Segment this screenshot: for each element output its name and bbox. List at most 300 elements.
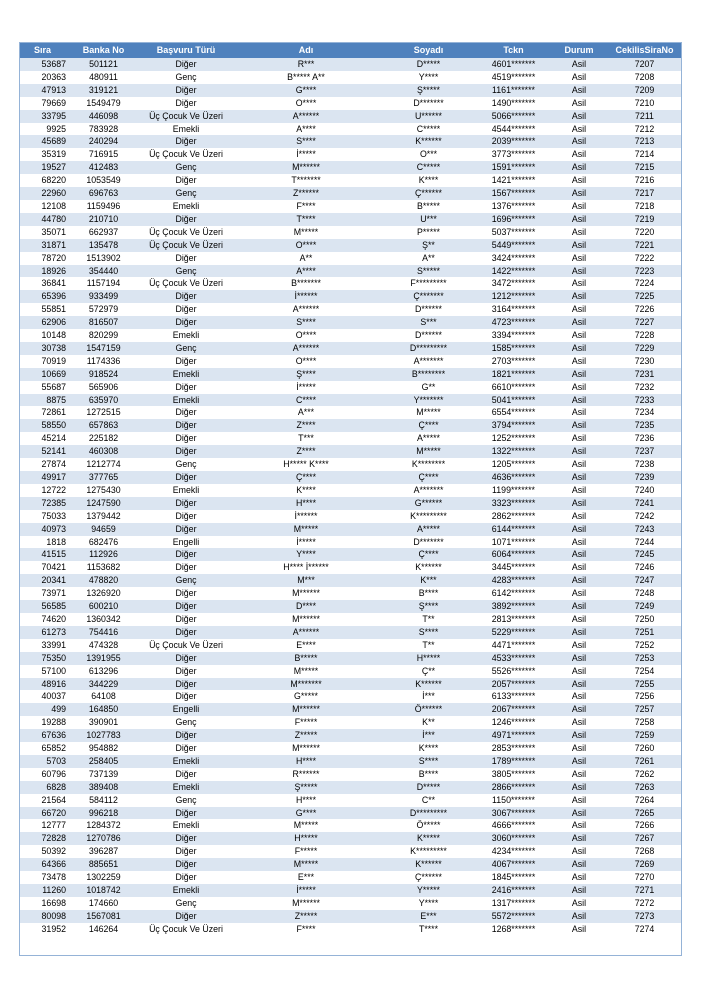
cell-cekilis-sira-no: 7217 xyxy=(607,187,682,200)
cell-tckn: 3805******* xyxy=(476,768,551,781)
cell-basvuru-turu: Diğer xyxy=(141,613,231,626)
cell-basvuru-turu: Diğer xyxy=(141,252,231,265)
cell-soyadi: Ç******* xyxy=(381,290,476,303)
cell-adi: Z****** xyxy=(231,187,381,200)
cell-banka-no: 225182 xyxy=(66,432,141,445)
cell-basvuru-turu: Diğer xyxy=(141,355,231,368)
cell-basvuru-turu: Emekli xyxy=(141,394,231,407)
cell-sira: 10148 xyxy=(19,329,66,342)
cell-tckn: 6554******* xyxy=(476,406,551,419)
cell-soyadi: İ*** xyxy=(381,729,476,742)
cell-banka-no: 696763 xyxy=(66,187,141,200)
cell-tckn: 1421******* xyxy=(476,174,551,187)
table-row xyxy=(19,703,682,716)
cell-adi: Ş**** xyxy=(231,368,381,381)
cell-banka-no: 1275430 xyxy=(66,484,141,497)
cell-soyadi: Ş***** xyxy=(381,84,476,97)
cell-tckn: 1821******* xyxy=(476,368,551,381)
cell-cekilis-sira-no: 7253 xyxy=(607,652,682,665)
cell-banka-no: 412483 xyxy=(66,161,141,174)
cell-banka-no: 164850 xyxy=(66,703,141,716)
cell-cekilis-sira-no: 7223 xyxy=(607,265,682,278)
cell-cekilis-sira-no: 7268 xyxy=(607,845,682,858)
cell-soyadi: K****** xyxy=(381,858,476,871)
table-row xyxy=(19,884,682,897)
cell-soyadi: M***** xyxy=(381,406,476,419)
cell-adi: B***** xyxy=(231,652,381,665)
cell-sira: 12108 xyxy=(19,200,66,213)
table-row xyxy=(19,290,682,303)
table-row xyxy=(19,845,682,858)
cell-sira: 44780 xyxy=(19,213,66,226)
cell-soyadi: S**** xyxy=(381,755,476,768)
table-row xyxy=(19,587,682,600)
cell-sira: 56585 xyxy=(19,600,66,613)
cell-cekilis-sira-no: 7238 xyxy=(607,458,682,471)
table-row xyxy=(19,781,682,794)
cell-cekilis-sira-no: 7267 xyxy=(607,832,682,845)
cell-banka-no: 389408 xyxy=(66,781,141,794)
table-row xyxy=(19,135,682,148)
cell-adi: A**** xyxy=(231,265,381,278)
cell-adi: O**** xyxy=(231,355,381,368)
cell-soyadi: D******* xyxy=(381,536,476,549)
cell-adi: H***** K**** xyxy=(231,458,381,471)
cell-cekilis-sira-no: 7216 xyxy=(607,174,682,187)
cell-durum: Asil xyxy=(551,97,607,110)
cell-sira: 48916 xyxy=(19,678,66,691)
cell-basvuru-turu: Genç xyxy=(141,187,231,200)
cell-cekilis-sira-no: 7260 xyxy=(607,742,682,755)
cell-sira: 74620 xyxy=(19,613,66,626)
cell-banka-no: 1360342 xyxy=(66,613,141,626)
cell-durum: Asil xyxy=(551,716,607,729)
cell-cekilis-sira-no: 7222 xyxy=(607,252,682,265)
cell-tckn: 1212******* xyxy=(476,290,551,303)
table-row xyxy=(19,316,682,329)
cell-adi: T******* xyxy=(231,174,381,187)
cell-durum: Asil xyxy=(551,355,607,368)
cell-tckn: 4544******* xyxy=(476,123,551,136)
cell-cekilis-sira-no: 7255 xyxy=(607,678,682,691)
cell-durum: Asil xyxy=(551,394,607,407)
cell-tckn: 1205******* xyxy=(476,458,551,471)
table-row xyxy=(19,768,682,781)
cell-tckn: 3164******* xyxy=(476,303,551,316)
cell-cekilis-sira-no: 7210 xyxy=(607,97,682,110)
cell-soyadi: Ç**** xyxy=(381,419,476,432)
cell-soyadi: S*** xyxy=(381,316,476,329)
cell-banka-no: 1391955 xyxy=(66,652,141,665)
column-header-adi: Adı xyxy=(231,42,381,58)
cell-adi: H***** xyxy=(231,832,381,845)
cell-tckn: 1268******* xyxy=(476,923,551,936)
table-row xyxy=(19,652,682,665)
table-row xyxy=(19,755,682,768)
cell-cekilis-sira-no: 7240 xyxy=(607,484,682,497)
cell-basvuru-turu: Diğer xyxy=(141,858,231,871)
cell-tckn: 4519******* xyxy=(476,71,551,84)
cell-basvuru-turu: Diğer xyxy=(141,510,231,523)
cell-basvuru-turu: Diğer xyxy=(141,432,231,445)
cell-durum: Asil xyxy=(551,510,607,523)
cell-adi: Z**** xyxy=(231,419,381,432)
table-row xyxy=(19,561,682,574)
table-row xyxy=(19,523,682,536)
cell-basvuru-turu: Diğer xyxy=(141,678,231,691)
cell-banka-no: 754416 xyxy=(66,626,141,639)
cell-adi: İ***** xyxy=(231,381,381,394)
cell-tckn: 1591******* xyxy=(476,161,551,174)
cell-durum: Asil xyxy=(551,316,607,329)
cell-adi: Ş***** xyxy=(231,781,381,794)
cell-sira: 27874 xyxy=(19,458,66,471)
cell-banka-no: 1326920 xyxy=(66,587,141,600)
table-header xyxy=(19,42,682,58)
cell-basvuru-turu: Emekli xyxy=(141,123,231,136)
cell-sira: 22960 xyxy=(19,187,66,200)
cell-sira: 499 xyxy=(19,703,66,716)
cell-durum: Asil xyxy=(551,303,607,316)
cell-sira: 75350 xyxy=(19,652,66,665)
cell-adi: M****** xyxy=(231,742,381,755)
cell-cekilis-sira-no: 7239 xyxy=(607,471,682,484)
cell-soyadi: D********* xyxy=(381,342,476,355)
cell-durum: Asil xyxy=(551,755,607,768)
cell-tckn: 1585******* xyxy=(476,342,551,355)
cell-adi: M***** xyxy=(231,665,381,678)
cell-basvuru-turu: Genç xyxy=(141,71,231,84)
cell-banka-no: 390901 xyxy=(66,716,141,729)
column-header-basvuru-turu: Başvuru Türü xyxy=(141,42,231,58)
cell-sira: 18926 xyxy=(19,265,66,278)
cell-cekilis-sira-no: 7254 xyxy=(607,665,682,678)
cell-sira: 62906 xyxy=(19,316,66,329)
cell-adi: H**** xyxy=(231,794,381,807)
cell-tckn: 4971******* xyxy=(476,729,551,742)
cell-sira: 5703 xyxy=(19,755,66,768)
cell-durum: Asil xyxy=(551,536,607,549)
cell-sira: 12777 xyxy=(19,819,66,832)
cell-tckn: 4067******* xyxy=(476,858,551,871)
header-row xyxy=(19,42,682,58)
column-header-banka-no: Banka No xyxy=(66,42,141,58)
cell-durum: Asil xyxy=(551,600,607,613)
table-row xyxy=(19,432,682,445)
table-row xyxy=(19,716,682,729)
table-row xyxy=(19,394,682,407)
cell-adi: H**** İ****** xyxy=(231,561,381,574)
cell-adi: F***** xyxy=(231,845,381,858)
cell-tckn: 3323******* xyxy=(476,497,551,510)
cell-basvuru-turu: Diğer xyxy=(141,910,231,923)
cell-basvuru-turu: Diğer xyxy=(141,652,231,665)
cell-sira: 6828 xyxy=(19,781,66,794)
cell-cekilis-sira-no: 7236 xyxy=(607,432,682,445)
cell-cekilis-sira-no: 7244 xyxy=(607,536,682,549)
cell-durum: Asil xyxy=(551,690,607,703)
cell-tckn: 1161******* xyxy=(476,84,551,97)
cell-soyadi: K**** xyxy=(381,174,476,187)
cell-cekilis-sira-no: 7243 xyxy=(607,523,682,536)
cell-durum: Asil xyxy=(551,523,607,536)
cell-soyadi: T** xyxy=(381,639,476,652)
cell-sira: 80098 xyxy=(19,910,66,923)
cell-durum: Asil xyxy=(551,561,607,574)
cell-basvuru-turu: Diğer xyxy=(141,587,231,600)
table-row xyxy=(19,355,682,368)
cell-soyadi: Y**** xyxy=(381,71,476,84)
cell-sira: 16698 xyxy=(19,897,66,910)
table-row xyxy=(19,110,682,123)
cell-soyadi: H***** xyxy=(381,652,476,665)
table-body xyxy=(19,58,682,936)
cell-cekilis-sira-no: 7246 xyxy=(607,561,682,574)
cell-banka-no: 1270786 xyxy=(66,832,141,845)
cell-banka-no: 480911 xyxy=(66,71,141,84)
cell-soyadi: U*** xyxy=(381,213,476,226)
cell-durum: Asil xyxy=(551,587,607,600)
cell-adi: M****** xyxy=(231,613,381,626)
cell-adi: İ****** xyxy=(231,290,381,303)
cell-tckn: 6064******* xyxy=(476,548,551,561)
cell-sira: 60796 xyxy=(19,768,66,781)
cell-banka-no: 613296 xyxy=(66,665,141,678)
cell-tckn: 3472******* xyxy=(476,277,551,290)
cell-basvuru-turu: Genç xyxy=(141,794,231,807)
table-row xyxy=(19,123,682,136)
cell-cekilis-sira-no: 7259 xyxy=(607,729,682,742)
cell-adi: T**** xyxy=(231,213,381,226)
cell-basvuru-turu: Diğer xyxy=(141,381,231,394)
cell-banka-no: 885651 xyxy=(66,858,141,871)
cell-basvuru-turu: Diğer xyxy=(141,690,231,703)
cell-banka-no: 918524 xyxy=(66,368,141,381)
cell-cekilis-sira-no: 7258 xyxy=(607,716,682,729)
cell-basvuru-turu: Diğer xyxy=(141,768,231,781)
cell-sira: 19288 xyxy=(19,716,66,729)
cell-banka-no: 1157194 xyxy=(66,277,141,290)
cell-adi: E*** xyxy=(231,871,381,884)
cell-soyadi: Ş**** xyxy=(381,600,476,613)
table-row xyxy=(19,200,682,213)
cell-basvuru-turu: Üç Çocuk Ve Üzeri xyxy=(141,110,231,123)
cell-soyadi: İ*** xyxy=(381,690,476,703)
cell-adi: O**** xyxy=(231,239,381,252)
table-row xyxy=(19,626,682,639)
cell-basvuru-turu: Üç Çocuk Ve Üzeri xyxy=(141,923,231,936)
cell-cekilis-sira-no: 7219 xyxy=(607,213,682,226)
table-row xyxy=(19,419,682,432)
cell-tckn: 3892******* xyxy=(476,600,551,613)
cell-durum: Asil xyxy=(551,832,607,845)
column-header-sira: Sıra xyxy=(19,42,66,58)
table-row xyxy=(19,794,682,807)
cell-sira: 31952 xyxy=(19,923,66,936)
table-row xyxy=(19,342,682,355)
cell-basvuru-turu: Diğer xyxy=(141,213,231,226)
cell-adi: A** xyxy=(231,252,381,265)
cell-cekilis-sira-no: 7208 xyxy=(607,71,682,84)
cell-tckn: 4533******* xyxy=(476,652,551,665)
cell-sira: 20341 xyxy=(19,574,66,587)
cell-cekilis-sira-no: 7209 xyxy=(607,84,682,97)
table-row xyxy=(19,536,682,549)
cell-adi: F***** xyxy=(231,716,381,729)
table-row xyxy=(19,819,682,832)
cell-banka-no: 474328 xyxy=(66,639,141,652)
cell-tckn: 4283******* xyxy=(476,574,551,587)
cell-sira: 11260 xyxy=(19,884,66,897)
cell-basvuru-turu: Diğer xyxy=(141,523,231,536)
cell-durum: Asil xyxy=(551,678,607,691)
cell-tckn: 1199******* xyxy=(476,484,551,497)
cell-cekilis-sira-no: 7218 xyxy=(607,200,682,213)
cell-banka-no: 210710 xyxy=(66,213,141,226)
cell-soyadi: A******* xyxy=(381,355,476,368)
cell-banka-no: 478820 xyxy=(66,574,141,587)
table-row xyxy=(19,58,682,71)
cell-cekilis-sira-no: 7252 xyxy=(607,639,682,652)
cell-banka-no: 657863 xyxy=(66,419,141,432)
results-table-container xyxy=(19,42,682,936)
cell-banka-no: 737139 xyxy=(66,768,141,781)
cell-banka-no: 1513902 xyxy=(66,252,141,265)
cell-soyadi: A***** xyxy=(381,523,476,536)
cell-sira: 64366 xyxy=(19,858,66,871)
cell-sira: 70919 xyxy=(19,355,66,368)
cell-adi: O**** xyxy=(231,329,381,342)
cell-sira: 75033 xyxy=(19,510,66,523)
cell-sira: 65852 xyxy=(19,742,66,755)
cell-adi: M***** xyxy=(231,858,381,871)
cell-banka-no: 682476 xyxy=(66,536,141,549)
cell-cekilis-sira-no: 7271 xyxy=(607,884,682,897)
cell-sira: 45689 xyxy=(19,135,66,148)
cell-durum: Asil xyxy=(551,639,607,652)
cell-banka-no: 258405 xyxy=(66,755,141,768)
table-row xyxy=(19,381,682,394)
cell-cekilis-sira-no: 7234 xyxy=(607,406,682,419)
cell-adi: E**** xyxy=(231,639,381,652)
column-header-soyadi: Soyadı xyxy=(381,42,476,58)
cell-soyadi: D***** xyxy=(381,781,476,794)
cell-banka-no: 501121 xyxy=(66,58,141,71)
cell-soyadi: Ş** xyxy=(381,239,476,252)
cell-tckn: 1789******* xyxy=(476,755,551,768)
cell-sira: 40037 xyxy=(19,690,66,703)
cell-cekilis-sira-no: 7233 xyxy=(607,394,682,407)
table-row xyxy=(19,910,682,923)
table-row xyxy=(19,265,682,278)
cell-durum: Asil xyxy=(551,613,607,626)
cell-sira: 31871 xyxy=(19,239,66,252)
column-header-cekilis-sira-no: CekilisSiraNo xyxy=(607,42,682,58)
cell-tckn: 3794******* xyxy=(476,419,551,432)
cell-soyadi: E*** xyxy=(381,910,476,923)
cell-adi: Y**** xyxy=(231,548,381,561)
cell-basvuru-turu: Engelli xyxy=(141,703,231,716)
cell-durum: Asil xyxy=(551,161,607,174)
table-row xyxy=(19,665,682,678)
cell-sira: 58550 xyxy=(19,419,66,432)
cell-soyadi: Ö****** xyxy=(381,703,476,716)
cell-durum: Asil xyxy=(551,123,607,136)
cell-durum: Asil xyxy=(551,768,607,781)
cell-durum: Asil xyxy=(551,910,607,923)
cell-soyadi: F********* xyxy=(381,277,476,290)
cell-durum: Asil xyxy=(551,484,607,497)
cell-tckn: 5066******* xyxy=(476,110,551,123)
cell-banka-no: 146264 xyxy=(66,923,141,936)
cell-basvuru-turu: Diğer xyxy=(141,729,231,742)
cell-basvuru-turu: Üç Çocuk Ve Üzeri xyxy=(141,277,231,290)
table-row xyxy=(19,807,682,820)
cell-adi: K**** xyxy=(231,484,381,497)
table-row xyxy=(19,187,682,200)
table-row xyxy=(19,858,682,871)
cell-tckn: 4471******* xyxy=(476,639,551,652)
cell-durum: Asil xyxy=(551,729,607,742)
cell-basvuru-turu: Genç xyxy=(141,716,231,729)
cell-tckn: 6610******* xyxy=(476,381,551,394)
cell-tckn: 1845******* xyxy=(476,871,551,884)
cell-sira: 57100 xyxy=(19,665,66,678)
cell-sira: 55687 xyxy=(19,381,66,394)
cell-soyadi: C***** xyxy=(381,161,476,174)
cell-cekilis-sira-no: 7237 xyxy=(607,445,682,458)
cell-adi: H**** xyxy=(231,755,381,768)
cell-basvuru-turu: Diğer xyxy=(141,600,231,613)
cell-cekilis-sira-no: 7207 xyxy=(607,58,682,71)
cell-basvuru-turu: Emekli xyxy=(141,884,231,897)
cell-durum: Asil xyxy=(551,368,607,381)
cell-banka-no: 1302259 xyxy=(66,871,141,884)
cell-basvuru-turu: Emekli xyxy=(141,368,231,381)
cell-adi: A****** xyxy=(231,626,381,639)
cell-adi: İ***** xyxy=(231,536,381,549)
cell-soyadi: Ç**** xyxy=(381,471,476,484)
table-row xyxy=(19,277,682,290)
cell-tckn: 3424******* xyxy=(476,252,551,265)
cell-banka-no: 1284372 xyxy=(66,819,141,832)
cell-basvuru-turu: Diğer xyxy=(141,316,231,329)
cell-adi: D**** xyxy=(231,600,381,613)
cell-banka-no: 635970 xyxy=(66,394,141,407)
cell-durum: Asil xyxy=(551,652,607,665)
cell-cekilis-sira-no: 7211 xyxy=(607,110,682,123)
cell-soyadi: B**** xyxy=(381,587,476,600)
table-row xyxy=(19,639,682,652)
cell-sira: 41515 xyxy=(19,548,66,561)
cell-soyadi: Y***** xyxy=(381,884,476,897)
cell-sira: 73478 xyxy=(19,871,66,884)
cell-tckn: 2703******* xyxy=(476,355,551,368)
cell-durum: Asil xyxy=(551,665,607,678)
cell-cekilis-sira-no: 7226 xyxy=(607,303,682,316)
cell-banka-no: 816507 xyxy=(66,316,141,329)
cell-adi: M****** xyxy=(231,587,381,600)
cell-basvuru-turu: Genç xyxy=(141,342,231,355)
cell-basvuru-turu: Üç Çocuk Ve Üzeri xyxy=(141,226,231,239)
cell-cekilis-sira-no: 7266 xyxy=(607,819,682,832)
cell-sira: 78720 xyxy=(19,252,66,265)
table-row xyxy=(19,226,682,239)
cell-basvuru-turu: Emekli xyxy=(141,819,231,832)
cell-soyadi: G** xyxy=(381,381,476,394)
cell-basvuru-turu: Genç xyxy=(141,265,231,278)
cell-soyadi: P***** xyxy=(381,226,476,239)
